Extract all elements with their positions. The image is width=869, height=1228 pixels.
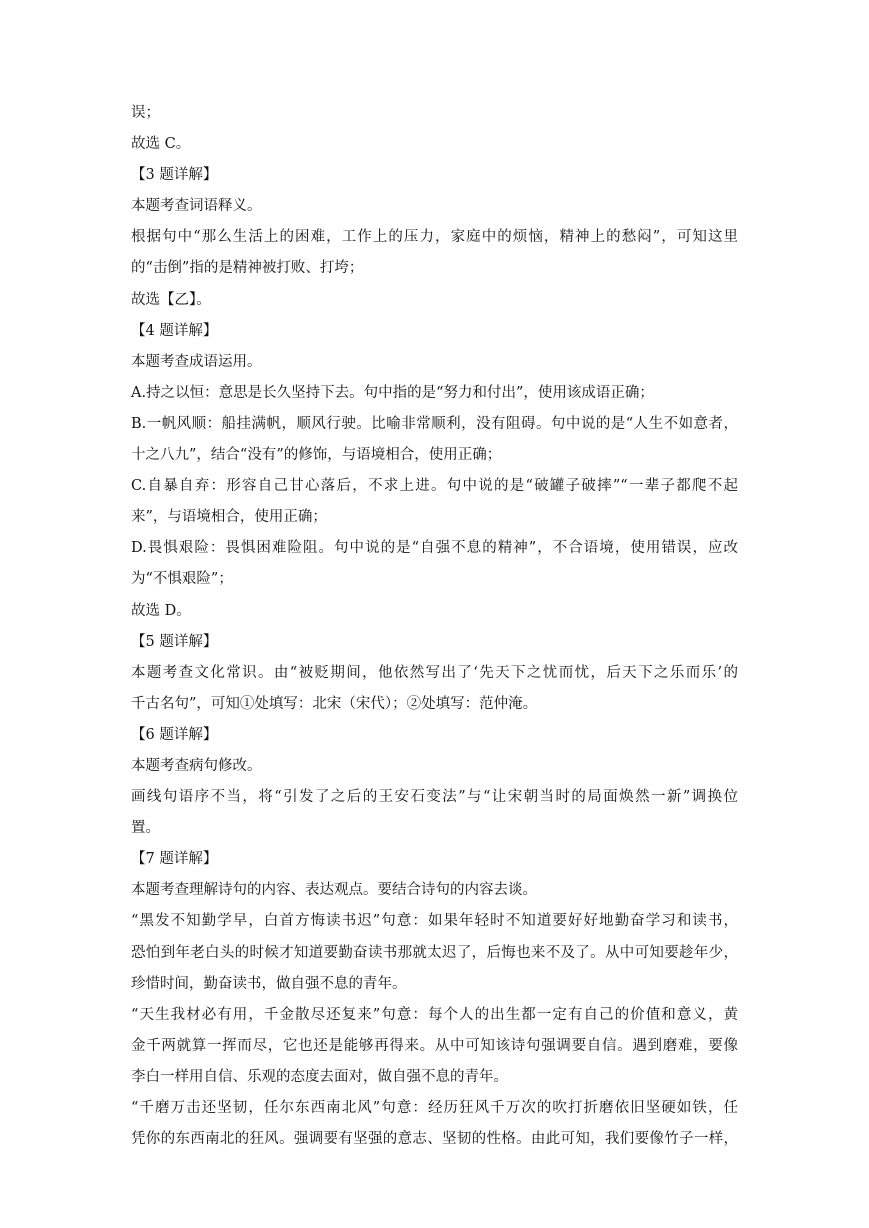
text-line: 根据句中“那么生活上的困难，工作上的压力，家庭中的烦恼，精神上的愁闷”，可知这里 [131, 229, 738, 246]
text-line: A.持之以恒：意思是长久坚持下去。句中指的是“努力和付出”，使用该成语正确； [131, 384, 654, 401]
text-line: 画线句语序不当，将“引发了之后的王安石变法”与“让宋朝当时的局面焕然一新”调换位 [131, 789, 738, 806]
text-line: 故选 C。 [131, 136, 191, 153]
text-line: C.自暴自弃：形容自己甘心落后，不求上进。句中说的是“破罐子破摔”“一辈子都爬不起 [131, 478, 738, 495]
text-line: D.畏惧艰险：畏惧困难险阻。句中说的是“自强不息的精神”，不合语境，使用错误，应改 [131, 540, 738, 557]
text-line: 本题考查文化常识。由“被贬期间，他依然写出了‘先天下之忧而忧，后天下之乐而乐’的 [131, 664, 738, 681]
text-line: 【7 题详解】 [131, 851, 218, 868]
text-line: 凭你的东西南北的狂风。强调要有坚强的意志、坚韧的性格。由此可知，我们要像竹子一样， [131, 1131, 738, 1148]
text-line: “黑发不知勤学早，白首方悔读书迟”句意：如果年轻时不知道要好好地勤奋学习和读书， [131, 913, 738, 930]
text-line: 的“击倒”指的是精神被打败、打垮； [131, 260, 364, 277]
text-line: 【5 题详解】 [131, 633, 218, 650]
text-line: 本题考查理解诗句的内容、表达观点。要结合诗句的内容去谈。 [131, 882, 537, 899]
text-line: “天生我材必有用，千金散尽还复来”句意：每个人的出生都一定有自己的价值和意义，黄 [131, 1006, 738, 1023]
text-line: 恐怕到年老白头的时候才知道要勤奋读书那就太迟了，后悔也来不及了。从中可知要趁年少， [131, 944, 738, 961]
text-line: 【3 题详解】 [131, 167, 218, 184]
text-line: 误； [131, 105, 160, 121]
document-body [131, 98, 738, 1155]
text-line: “千磨万击还坚韧，任尔东西南北风”句意：经历狂风千万次的吹打折磨依旧坚硬如铁，任 [131, 1100, 738, 1116]
text-line: 故选【乙】。 [131, 291, 211, 308]
text-line: 【6 题详解】 [131, 726, 218, 743]
text-line: 本题考查成语运用。 [131, 353, 262, 370]
text-line: 本题考查词语释义。 [131, 198, 262, 215]
text-line: 金千两就算一挥而尽，它也还是能够再得来。从中可知该诗句强调要自信。遇到磨难，要像 [131, 1037, 738, 1054]
text-line: B.一帆风顺：船挂满帆，顺风行驶。比喻非常顺利，没有阻碍。句中说的是“人生不如意者， [131, 415, 738, 432]
text-line: 千古名句”，可知①处填写：北宋（宋代）；②处填写：范仲淹。 [131, 695, 538, 712]
text-line: 珍惜时间，勤奋读书，做自强不息的青年。 [131, 975, 407, 992]
text-line: 故选 D。 [131, 602, 191, 619]
text-line: 十之八九”，结合“没有”的修饰，与语境相合，使用正确； [131, 447, 502, 464]
text-line: 置。 [131, 820, 160, 837]
text-line: 【4 题详解】 [131, 322, 218, 339]
text-line: 来”，与语境相合，使用正确； [131, 509, 327, 526]
text-line: 李白一样用自信、乐观的态度去面对，做自强不息的青年。 [131, 1068, 508, 1085]
text-line: 为“不惧艰险”； [131, 571, 233, 588]
text-line: 本题考查病句修改。 [131, 757, 262, 774]
